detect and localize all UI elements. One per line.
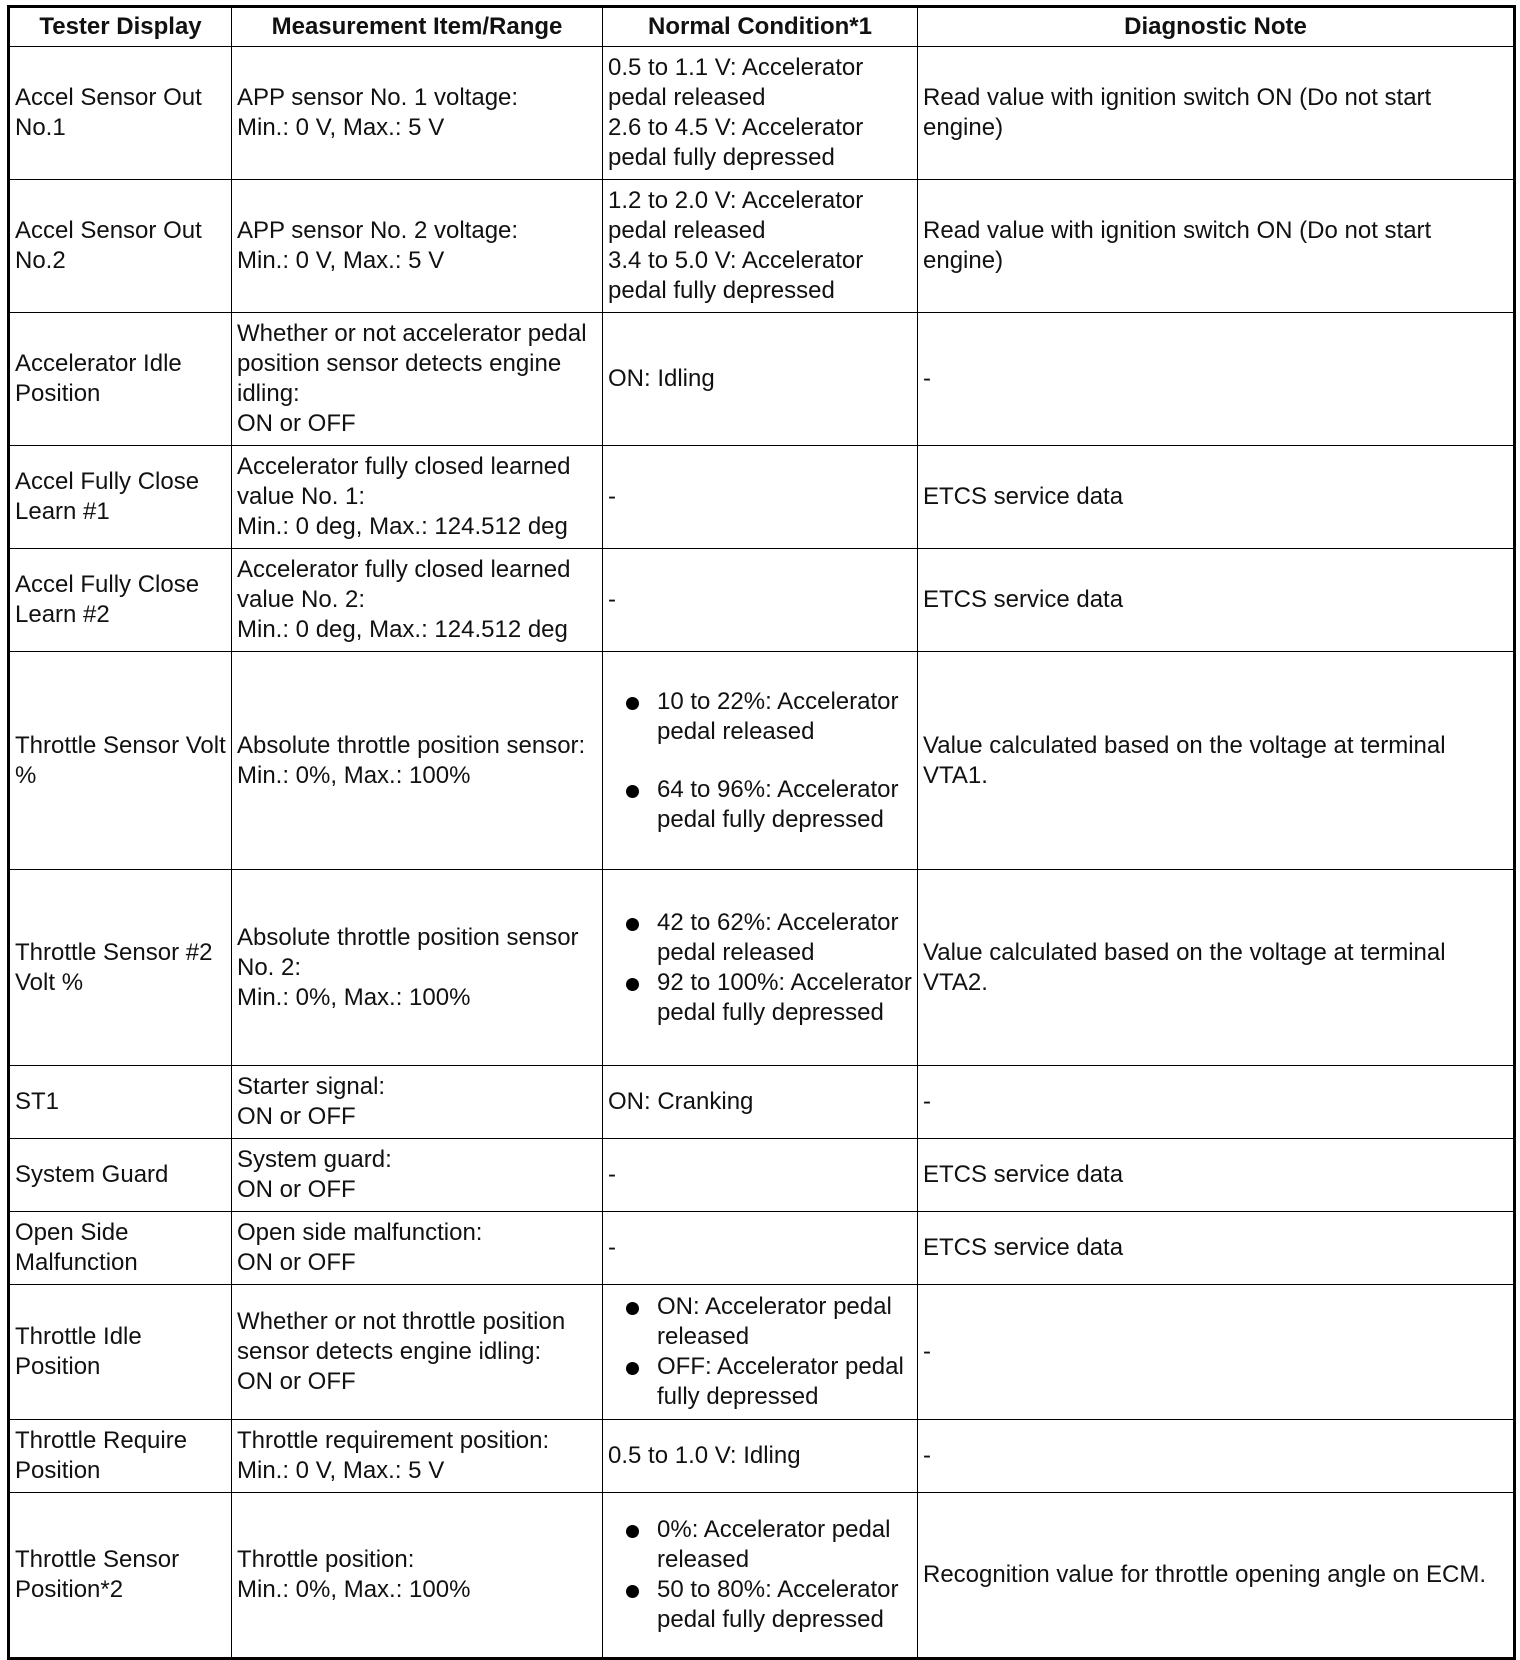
measurement-cell: Absolute throttle position sensor No. 2: Min.: 0%, Max.: 100%: [232, 870, 603, 1066]
measurement-cell: Absolute throttle position sensor: Min.: 0%, Max.: 100%: [232, 652, 603, 870]
table-row: [9, 652, 1515, 870]
table-row: [9, 446, 1515, 549]
measurement-cell: Whether or not accelerator pedal position sensor detects engine idling: ON or OFF: [232, 313, 603, 446]
normal-condition-cell: [603, 1493, 918, 1659]
normal-condition-cell: [603, 652, 918, 870]
diagnostic-note-cell: -: [918, 313, 1515, 446]
normal-condition-cell: -: [603, 446, 918, 549]
measurement-cell: Accelerator fully closed learned value No. 1: Min.: 0 deg, Max.: 124.512 deg: [232, 446, 603, 549]
tester-display-cell: Accel Sensor Out No.2: [9, 180, 232, 313]
data-list-table: [7, 5, 1516, 1660]
tester-display-cell: Throttle Sensor Volt %: [9, 652, 232, 870]
tester-display-cell: Throttle Idle Position: [9, 1285, 232, 1420]
table-row: [9, 1212, 1515, 1285]
measurement-cell: Throttle requirement position: Min.: 0 V, Max.: 5 V: [232, 1420, 603, 1493]
bullet-icon: [626, 785, 639, 798]
header-row: [9, 7, 1515, 47]
measurement-cell: Open side malfunction: ON or OFF: [232, 1212, 603, 1285]
bullet-icon: [626, 918, 639, 931]
tester-display-cell: Open Side Malfunction: [9, 1212, 232, 1285]
normal-condition-cell: -: [603, 1139, 918, 1212]
diagnostic-note-cell: -: [918, 1420, 1515, 1493]
tester-display-cell: Accel Sensor Out No.1: [9, 47, 232, 180]
tester-display-cell: Throttle Require Position: [9, 1420, 232, 1493]
bullet-icon: [626, 1362, 639, 1375]
normal-condition-cell: -: [603, 1212, 918, 1285]
table-row: [9, 1139, 1515, 1212]
list-item: 10 to 22%: Accelerator pedal released: [608, 687, 912, 747]
table-row: [9, 1285, 1515, 1420]
list-item: 0%: Accelerator pedal released: [608, 1515, 912, 1575]
normal-condition-cell: [603, 870, 918, 1066]
measurement-cell: Accelerator fully closed learned value No. 2: Min.: 0 deg, Max.: 124.512 deg: [232, 549, 603, 652]
measurement-cell: Starter signal: ON or OFF: [232, 1066, 603, 1139]
tester-display-cell: ST1: [9, 1066, 232, 1139]
normal-condition-cell: -: [603, 549, 918, 652]
header-tester-display: Tester Display: [9, 7, 232, 47]
normal-condition-cell: 0.5 to 1.1 V: Accelerator pedal released 2.6 to 4.5 V: Accelerator pedal fully depressed: [603, 47, 918, 180]
measurement-cell: Whether or not throttle position sensor detects engine idling: ON or OFF: [232, 1285, 603, 1420]
measurement-cell: APP sensor No. 1 voltage: Min.: 0 V, Max.: 5 V: [232, 47, 603, 180]
bullet-icon: [626, 1585, 639, 1598]
list-item: 64 to 96%: Accelerator pedal fully depressed: [608, 775, 912, 835]
table-row: [9, 1420, 1515, 1493]
measurement-cell: System guard: ON or OFF: [232, 1139, 603, 1212]
table-row: [9, 180, 1515, 313]
normal-condition-cell: [603, 1285, 918, 1420]
tester-display-cell: System Guard: [9, 1139, 232, 1212]
diagnostic-note-cell: Recognition value for throttle opening angle on ECM.: [918, 1493, 1515, 1659]
measurement-cell: APP sensor No. 2 voltage: Min.: 0 V, Max.: 5 V: [232, 180, 603, 313]
diagnostic-note-cell: ETCS service data: [918, 1212, 1515, 1285]
table-row: [9, 47, 1515, 180]
normal-condition-cell: ON: Cranking: [603, 1066, 918, 1139]
header-diagnostic-note: Diagnostic Note: [918, 7, 1515, 47]
diagnostic-note-cell: Value calculated based on the voltage at terminal VTA1.: [918, 652, 1515, 870]
diagnostic-note-cell: -: [918, 1285, 1515, 1420]
normal-condition-cell: 0.5 to 1.0 V: Idling: [603, 1420, 918, 1493]
tester-display-cell: Accel Fully Close Learn #2: [9, 549, 232, 652]
diagnostic-note-cell: ETCS service data: [918, 1139, 1515, 1212]
table-row: [9, 870, 1515, 1066]
tester-display-cell: Accel Fully Close Learn #1: [9, 446, 232, 549]
list-item: 50 to 80%: Accelerator pedal fully depressed: [608, 1575, 912, 1635]
tester-display-cell: Throttle Sensor Position*2: [9, 1493, 232, 1659]
list-item: OFF: Accelerator pedal fully depressed: [608, 1352, 912, 1412]
header-measurement-item: Measurement Item/Range: [232, 7, 603, 47]
normal-condition-cell: 1.2 to 2.0 V: Accelerator pedal released 3.4 to 5.0 V: Accelerator pedal fully depressed: [603, 180, 918, 313]
diagnostic-note-cell: ETCS service data: [918, 446, 1515, 549]
bullet-icon: [626, 978, 639, 991]
list-item: ON: Accelerator pedal released: [608, 1292, 912, 1352]
table-row: [9, 313, 1515, 446]
bullet-icon: [626, 1302, 639, 1315]
table-row: [9, 1066, 1515, 1139]
diagnostic-note-cell: Read value with ignition switch ON (Do not start engine): [918, 180, 1515, 313]
diagnostic-note-cell: -: [918, 1066, 1515, 1139]
bullet-icon: [626, 1525, 639, 1538]
diagnostic-note-cell: Value calculated based on the voltage at terminal VTA2.: [918, 870, 1515, 1066]
table-row: [9, 549, 1515, 652]
normal-condition-cell: ON: Idling: [603, 313, 918, 446]
diagnostic-note-cell: ETCS service data: [918, 549, 1515, 652]
diagnostic-note-cell: Read value with ignition switch ON (Do not start engine): [918, 47, 1515, 180]
tester-display-cell: Throttle Sensor #2 Volt %: [9, 870, 232, 1066]
list-item: 42 to 62%: Accelerator pedal released: [608, 908, 912, 968]
header-normal-condition: Normal Condition*1: [603, 7, 918, 47]
measurement-cell: Throttle position: Min.: 0%, Max.: 100%: [232, 1493, 603, 1659]
bullet-icon: [626, 697, 639, 710]
list-item: 92 to 100%: Accelerator pedal fully depressed: [608, 968, 912, 1028]
table-row: [9, 1493, 1515, 1659]
tester-display-cell: Accelerator Idle Position: [9, 313, 232, 446]
